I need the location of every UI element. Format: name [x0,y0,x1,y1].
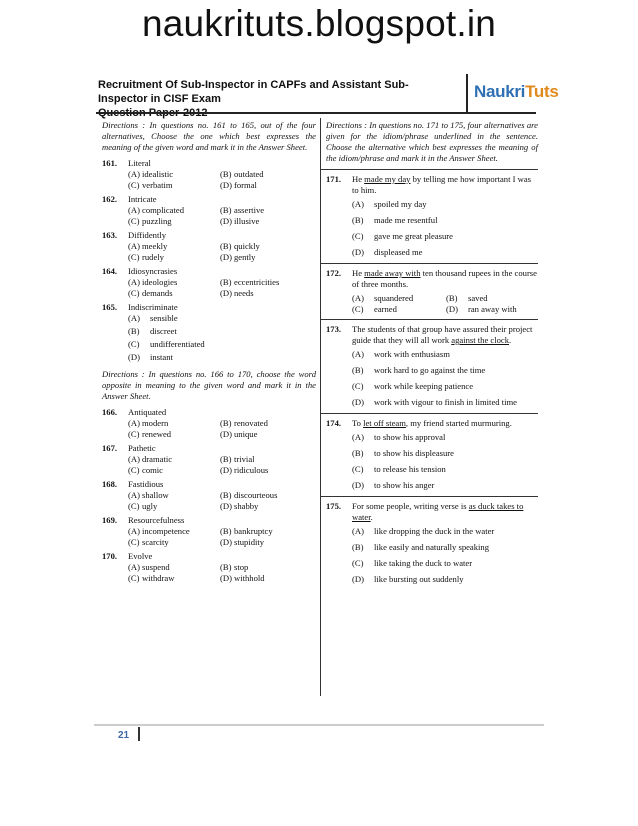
underlined-idiom: made my day [364,174,411,184]
page-number: 21 [118,730,130,741]
exam-title-line1: Recruitment Of Sub-Inspector in CAPFs and Assistant Sub-Inspector in CISF Exam [98,79,409,105]
separator [320,413,538,414]
option-label: (B) [220,277,232,287]
option-b: discourteous [234,490,278,500]
option-a: meekly [142,241,168,251]
option-b: renovated [234,418,268,428]
option-c: rudely [142,252,164,262]
option-label: (D) [220,216,232,226]
option-label: (D) [220,573,232,583]
option-label: (A) [128,205,140,215]
option-a: modern [142,418,169,428]
option-a: complicated [142,205,184,215]
option-a: like dropping the duck in the water [374,526,495,536]
question-174: 174. To let off steam, my friend started murmuring. (A) to show his approval (B) to show his displeasure (C) to release his tension (D) to show his anger [326,418,512,490]
option-b: quickly [234,241,260,251]
option-label: (A) [128,526,140,536]
option-label: (C) [128,252,140,262]
separator [320,169,538,170]
question-173: 173. The students of that group have assured their project guide that they will all work against the clock. (A) work with enthusiasm (B) work hard to go against the time (C) work while keeping patience (D) work with vigour to finish in limited time [326,324,533,407]
option-c: scarcity [142,537,169,547]
option-label: (B) [220,241,232,251]
option-label: (D) [220,252,232,262]
option-a: dramatic [142,454,173,464]
option-label: (C) [128,216,140,226]
separator [320,319,538,320]
question-167: 167. Pathetic (A) dramatic (B) trivial (C) comic (D) ridiculous [102,443,316,476]
option-b: to show his displeasure [374,448,454,458]
option-b: saved [468,293,488,303]
option-label: (B) [220,169,232,179]
option-label: (A) [128,169,140,179]
option-label: (C) [128,429,140,439]
option-d: shabby [234,501,259,511]
option-label: (A) [128,241,140,251]
question-165: 165. Indiscriminate (A) sensible (B) discreet (C) undifferentiated (D) instant [102,302,205,362]
question-169: 169. Resourcefulness (A) incompetence (B) bankruptcy (C) scarcity (D) stupidity [102,515,316,548]
separator [320,263,538,264]
header-divider [466,74,468,112]
option-label: (D) [220,465,232,475]
option-d: illusive [234,216,260,226]
question-162: 162. Intricate (A) complicated (B) assertive (C) puzzling (D) illusive [102,194,316,227]
option-d: ran away with [468,304,517,314]
question-170: 170. Evolve (A) suspend (B) stop (C) withdraw (D) withhold [102,551,316,584]
option-label: (A) [128,454,140,464]
option-d: to show his anger [374,480,435,490]
option-label: (D) [220,180,232,190]
header-rule [96,112,536,114]
option-a: squandered [374,293,414,303]
option-c: demands [142,288,173,298]
page-number-bar [138,727,140,741]
directions-171-175: Directions : In questions no. 171 to 175, four alternatives are given for the idiom/phrase underlined in the sentence. Choose the alternative which best expresses the meaning of the idiom/phrase and mark it in the Answer Sheet. [326,120,538,163]
option-d: withhold [234,573,265,583]
option-a: to show his approval [374,432,446,442]
option-label: (D) [220,537,232,547]
naukrituts-logo: NaukriTuts [474,82,559,101]
option-b: trivial [234,454,255,464]
option-c: withdraw [142,573,175,583]
option-c: comic [142,465,163,475]
option-c: work while keeping patience [374,381,474,391]
site-title: naukrituts.blogspot.in [141,3,497,44]
question-175: 175. For some people, writing verse is as duck takes to water. (A) like dropping the duck in the water (B) like easily and naturally speaking (C) like taking the duck to water (D) like bursting out suddenly [326,501,524,584]
option-c: gave me great pleasure [374,231,453,241]
option-d: unique [234,429,258,439]
option-a: shallow [142,490,169,500]
option-label: (C) [128,288,140,298]
option-label: (C) [128,573,140,583]
option-b: stop [234,562,249,572]
question-171: 171. He made my day by telling me how important I was to him. (A) spoiled my day (B) made me resentful (C) gave me great pleasure (D) displeased me [326,174,531,257]
option-label: (A) [128,490,140,500]
option-b: eccentricities [234,277,280,287]
option-a: spoiled my day [374,199,427,209]
option-label: (C) [128,537,140,547]
option-label: (B) [220,205,232,215]
directions-161-165: Directions : In questions no. 161 to 165, out of the four alternatives, Choose the one which best expresses the meaning of the given word and mark it in the Answer Sheet. [102,120,316,152]
option-label: (C) [128,501,140,511]
underlined-idiom: let off steam [363,418,406,428]
underlined-idiom: made away with [364,268,421,278]
question-172: 172. He made away with ten thousand rupees in the course of three months. (A) squandered (B) saved (C) earned (D) ran away with [326,268,537,314]
option-label: (C) [128,465,140,475]
option-b: work hard to go against the time [374,365,486,375]
directions-166-170: Directions : In questions no. 166 to 170, choose the word opposite in meaning to the given word and mark it in the Answer Sheet. [102,369,316,401]
left-column [102,120,316,587]
right-column [326,120,538,590]
option-b: made me resentful [374,215,438,225]
option-label: (D) [220,288,232,298]
option-c: to release his tension [374,464,446,474]
option-c: ugly [142,501,158,511]
option-c: verbatim [142,180,173,190]
option-label: (C) [128,180,140,190]
option-c: puzzling [142,216,172,226]
option-d: needs [234,288,254,298]
option-b: assertive [234,205,265,215]
question-166: 166. Antiquated (A) modern (B) renovated (C) renewed (D) unique [102,407,316,440]
question-163: 163. Diffidently (A) meekly (B) quickly (C) rudely (D) gently [102,230,316,263]
option-a: suspend [142,562,170,572]
option-c: renewed [142,429,172,439]
footer-rule [94,724,544,726]
option-d: work with vigour to finish in limited time [374,397,517,407]
option-label: (A) [128,562,140,572]
option-label: (B) [220,526,232,536]
option-d: formal [234,180,257,190]
option-b: bankruptcy [234,526,273,536]
option-a: ideologies [142,277,178,287]
option-label: (B) [220,490,232,500]
option-c: earned [374,304,397,314]
option-a: work with enthusiasm [374,349,450,359]
option-a: idealistic [142,169,174,179]
question-168: 168. Fastidious (A) shallow (B) discourteous (C) ugly (D) shabby [102,479,316,512]
option-d: like bursting out suddenly [374,574,464,584]
underlined-idiom: against the clock [451,335,510,345]
option-label: (B) [220,418,232,428]
option-label: (A) [128,277,140,287]
option-b: outdated [234,169,264,179]
option-d: ridiculous [234,465,269,475]
underlined-idiom: as duck takes to water [352,501,524,522]
option-d: gently [234,252,256,262]
option-d: displeased me [374,247,423,257]
option-d: stupidity [234,537,265,547]
option-a: incompetence [142,526,190,536]
option-b: like easily and naturally speaking [374,542,490,552]
question-164: 164. Idiosyncrasies (A) ideologies (B) eccentricities (C) demands (D) needs [102,266,316,299]
option-label: (B) [220,454,232,464]
option-c: like taking the duck to water [374,558,473,568]
separator [320,496,538,497]
column-divider [320,118,321,696]
option-label: (A) [128,418,140,428]
option-label: (B) [220,562,232,572]
option-label: (D) [220,501,232,511]
question-161: 161. Literal (A) idealistic (B) outdated (C) verbatim (D) formal [102,158,316,191]
option-label: (D) [220,429,232,439]
